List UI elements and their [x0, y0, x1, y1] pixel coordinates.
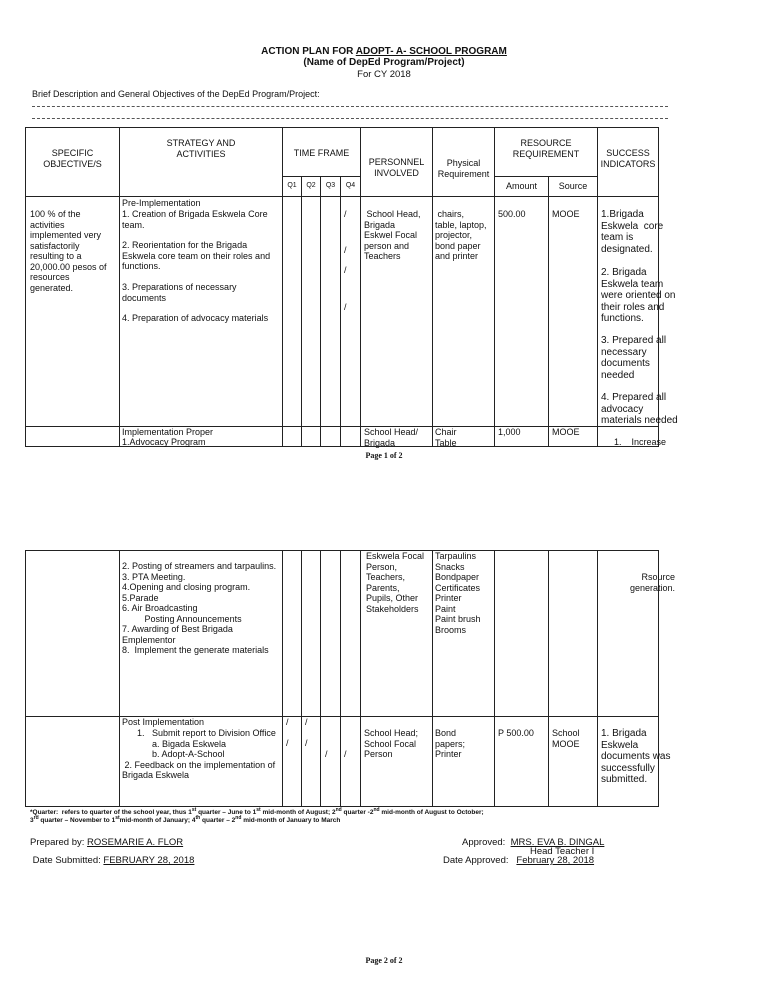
post-success: 1. Brigada Eskwela documents was successfully submitted. — [601, 728, 671, 785]
document-year: For CY 2018 — [357, 69, 411, 80]
page-1-footer: Page 1 of 2 — [365, 451, 403, 460]
pre-source: MOOE — [552, 209, 580, 219]
quarter-note-line-1: *Quarter: refers to quarter of the school year, thus 1st quarter – June to 1st mid-month of August; 2nd quarter -2nd mid-month of August to October; — [30, 806, 484, 816]
proper-physical-p2: Tarpaulins Snacks Bondpaper Certificates Printer Paint Paint brush Brooms — [435, 551, 481, 635]
post-heading: Post Implementation — [122, 717, 205, 727]
post-physical: Bond papers; Printer — [435, 728, 466, 759]
header-q1: Q1 — [287, 182, 297, 189]
pre-activity-2: 2. Reorientation for the Brigada Eskwela core team on their roles and functions. — [122, 240, 271, 271]
pre-success-4: 4. Prepared all advocacy materials needed — [601, 392, 678, 426]
post-source: School MOOE — [552, 728, 580, 749]
prepared-by: Prepared by: ROSEMARIE A. FLOR — [30, 837, 184, 848]
date-approved: Date Approved: February 28, 2018 — [443, 855, 595, 866]
header-q4: Q4 — [345, 182, 356, 189]
approved-date: February 28, 2018 — [516, 855, 595, 866]
title-prefix: ACTION PLAN FOR — [261, 46, 356, 57]
prepared-name: ROSEMARIE A. FLOR — [87, 837, 184, 848]
q4-mark: / — [344, 749, 347, 759]
post-personnel: School Head; School Focal Person — [364, 728, 419, 759]
date-submitted: Date Submitted: FEBRUARY 28, 2018 — [30, 855, 195, 866]
proper-amount: 1,000 — [498, 427, 521, 437]
pre-success-3: 3. Prepared all necessary documents needed — [601, 335, 667, 381]
objective-text: 100 % of the activities implemented very satisfactorily resulting to a 20,000.00 pesos of resources generated. — [30, 209, 107, 293]
description-label: Brief Description and General Objectives of the DepEd Program/Project: — [32, 89, 320, 99]
proper-success-p2 — [598, 551, 678, 604]
q1-mark: / — [286, 738, 289, 748]
approved-name: MRS. EVA B. DINGAL — [510, 837, 605, 848]
proper-activity-1: 1.Advocacy Program — [122, 437, 206, 447]
header-specific-objectives: SPECIFIC OBJECTIVE/S — [43, 148, 102, 169]
pre-activity-4: 4. Preparation of advocacy materials — [122, 313, 269, 323]
pre-activity-3: 3. Preparations of necessary documents — [122, 282, 237, 303]
description-line-1 — [32, 106, 668, 107]
page-2-footer: Page 2 of 2 — [365, 956, 403, 965]
pre-activity-1: 1. Creation of Brigada Eskwela Core team. — [122, 209, 268, 230]
approved-title: Head Teacher I — [530, 846, 595, 857]
pre-personnel: School Head, Brigada Eskwel Focal person and Teachers — [364, 209, 421, 261]
quarter-note-line-2: 3rd quarter – November to 1stmid-month of January; 4th quarter – 2nd mid-month of January to March — [30, 814, 341, 824]
pre-success-2: 2. Brigada Eskwela team were oriented on their roles and functions. — [601, 267, 676, 324]
post-amount: P 500.00 — [498, 728, 534, 738]
proper-success-p1: 1. Increase — [614, 437, 667, 447]
post-activities: 1. Submit report to Division Office a. Bigada Eskwela b. Adopt-A-School 2. Feedback on the implementation of Brigada Eskwela — [122, 728, 276, 780]
approved-by: Approved: MRS. EVA B. DINGAL — [462, 837, 605, 848]
header-resource: RESOURCE REQUIREMENT — [512, 138, 580, 159]
q4-mark: / — [344, 302, 347, 312]
program-name: ADOPT- A- SCHOOL PROGRAM — [355, 46, 507, 57]
header-physical: Physical Requirement — [437, 158, 490, 179]
q2-mark: / — [305, 738, 308, 748]
q4-mark: / — [344, 245, 347, 255]
pre-amount: 500.00 — [498, 209, 526, 219]
header-q3: Q3 — [325, 182, 336, 189]
proper-physical-p1: Chair Table — [435, 427, 457, 448]
proper-success-p2-text: Rsource generation. — [629, 572, 675, 593]
proper-personnel-p2: Eskwela Focal Person, Teachers, Parents, Pupils, Other Stakeholders — [366, 551, 425, 614]
proper-heading: Implementation Proper — [122, 427, 214, 437]
header-success: SUCCESS INDICATORS — [600, 148, 656, 169]
pre-success-1: 1.Brigada Eskwela core team is designated. — [601, 209, 664, 255]
q2-mark: / — [305, 717, 308, 727]
description-line-2 — [32, 118, 668, 119]
header-q2: Q2 — [306, 182, 316, 189]
document-subtitle: (Name of DepEd Program/Project) — [303, 57, 465, 68]
submitted-date: FEBRUARY 28, 2018 — [103, 855, 195, 866]
proper-activities-p2: 2. Posting of streamers and tarpaulins. 3. PTA Meeting. 4.Opening and closing program. 5.Parade 6. Air Broadcasting Posting Announcements 7. Awarding of Best Brigada Emplementor 8. Implement the generate materials — [122, 561, 277, 655]
header-strategy: STRATEGY AND ACTIVITIES — [166, 138, 236, 159]
pre-implementation-heading: Pre-Implementation — [122, 198, 201, 208]
document-title — [0, 46, 768, 57]
proper-source: MOOE — [552, 427, 580, 437]
header-amount: Amount — [505, 181, 538, 191]
header-personnel: PERSONNEL INVOLVED — [368, 157, 425, 178]
q1-mark: / — [286, 717, 289, 727]
proper-personnel-p1: School Head/ Brigada — [364, 427, 419, 448]
q3-mark: / — [325, 749, 328, 759]
q4-mark: / — [344, 265, 347, 275]
pre-physical: chairs, table, laptop, projector, bond paper and printer — [435, 209, 487, 261]
q4-mark: / — [344, 209, 347, 219]
header-source: Source — [558, 181, 588, 191]
header-time-frame: TIME FRAME — [293, 148, 350, 158]
